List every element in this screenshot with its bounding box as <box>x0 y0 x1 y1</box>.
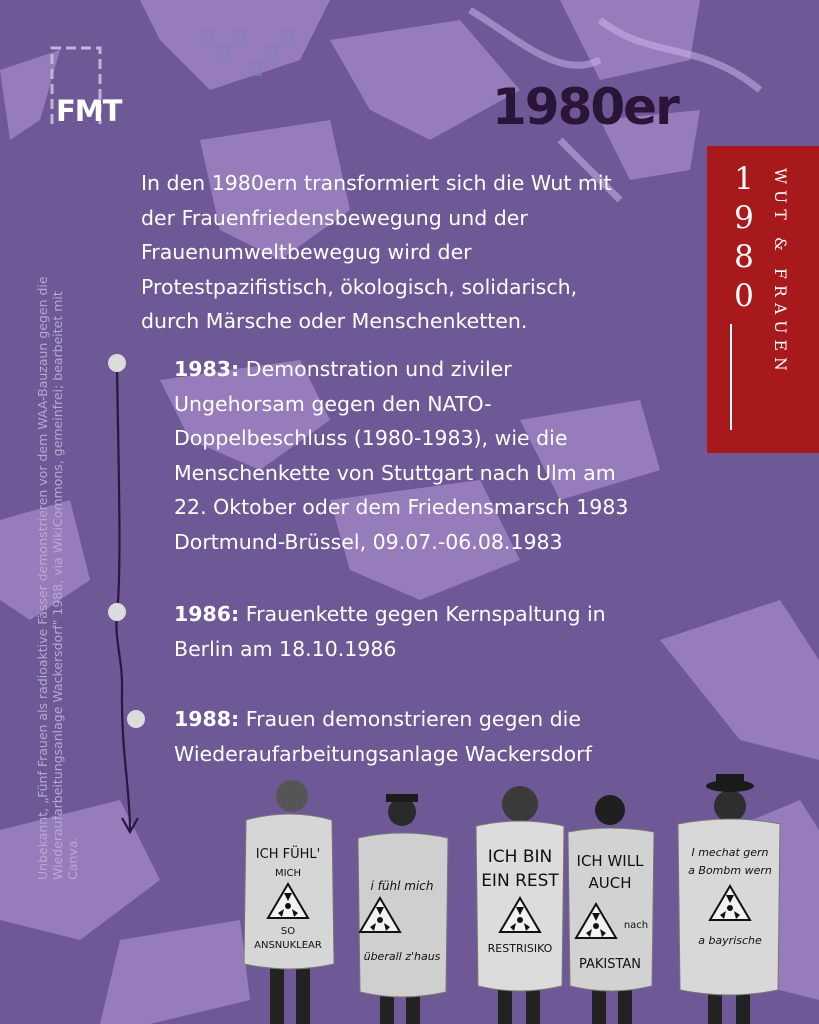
sign-text: nach <box>623 920 649 931</box>
timeline-line <box>100 350 150 840</box>
protester-figure <box>568 795 654 1024</box>
year-banner <box>707 146 819 453</box>
sign-text: SO <box>280 926 296 937</box>
event-text: Menschenkette von Stuttgart nach Ulm am <box>174 460 616 485</box>
event-year: 1986: <box>174 602 240 626</box>
sign-text: ICH WILL <box>576 852 644 870</box>
sign-text: i fühl mich <box>370 879 434 893</box>
timeline-event-1986 <box>174 597 714 666</box>
sign-text: RESTRISIKO <box>487 942 553 955</box>
intro-line: der Frauenfriedensbewegung und der <box>141 205 528 230</box>
event-year: 1983: <box>174 357 240 381</box>
sign-text: a bayrische <box>698 934 762 947</box>
sign-text: PAKISTAN <box>578 957 642 972</box>
event-year: 1988: <box>174 707 240 731</box>
logo-text: FMT <box>56 94 122 128</box>
timeline-dot <box>108 354 126 372</box>
event-text: Ungehorsam gegen den NATO- <box>174 391 492 416</box>
intro-line: In den 1980ern transformiert sich die Wut mit <box>141 171 612 195</box>
event-text: Dortmund-Brüssel, 09.07.-06.08.1983 <box>174 529 563 554</box>
fmt-logo <box>48 44 138 134</box>
sign-text: AUCH <box>588 874 632 892</box>
event-text: Doppelbeschluss (1980-1983), wie die <box>174 426 568 450</box>
protest-photo <box>230 768 790 1024</box>
sign-text: MICH <box>274 868 302 879</box>
event-text: Wiederaufarbeitungsanlage Wackersdorf <box>174 741 592 766</box>
sign-text: EIN REST <box>481 871 559 891</box>
sign-text: überall z'haus <box>363 950 441 963</box>
decade-title: 1980er <box>492 78 678 136</box>
protester-figure <box>678 774 780 1024</box>
event-text: Demonstration und ziviler <box>239 357 512 381</box>
protester-figure <box>476 786 564 1024</box>
timeline-event-1983 <box>174 352 714 559</box>
sign-text: I mechat gern <box>691 846 769 859</box>
banner-digit: 1 <box>734 161 754 197</box>
credit-line: Unbekannt, „Fünf Frauen als radioaktive Fässer demonstrieren vor dem WAA-Bauzaun gegen die <box>35 276 50 880</box>
banner-tagline: WUT & FRAUEN <box>771 168 789 377</box>
sign-text: ICH BIN <box>487 847 553 867</box>
protester-figure <box>358 794 448 1024</box>
timeline-event-1988 <box>174 702 714 771</box>
banner-divider <box>730 324 732 430</box>
event-text: Frauen demonstrieren gegen die <box>239 707 581 731</box>
timeline-dot <box>127 710 145 728</box>
banner-tagline-wrap <box>759 168 789 468</box>
timeline-dot <box>108 603 126 621</box>
intro-line: Frauenumweltbewegug wird der <box>141 240 472 264</box>
credit-line: Wiederaufarbeitungsanlage Wackersdorf" 1988, via WikiCommons, gemeinfrei; bearbeitet mit <box>50 291 65 880</box>
event-text: Frauenkette gegen Kernspaltung in <box>239 602 606 626</box>
sign-text: ANSNUKLEAR <box>254 940 322 951</box>
protester-figure <box>244 780 334 1024</box>
sign-text: ICH FÜHL' <box>255 847 321 862</box>
credit-line: Canva. <box>65 836 80 880</box>
banner-digit: 9 <box>734 200 754 236</box>
event-text: Berlin am 18.10.1986 <box>174 636 397 661</box>
intro-line: Protestpazifistisch, ökologisch, solidarisch, <box>141 274 578 299</box>
sign-text: a Bombm wern <box>688 864 772 877</box>
intro-line: durch Märsche oder Menschenketten. <box>141 309 528 333</box>
event-text: 22. Oktober oder dem Friedensmarsch 1983 <box>174 495 629 519</box>
banner-year <box>729 160 759 316</box>
banner-digit: 0 <box>734 278 754 314</box>
banner-digit: 8 <box>734 239 754 275</box>
intro-paragraph <box>141 166 711 339</box>
